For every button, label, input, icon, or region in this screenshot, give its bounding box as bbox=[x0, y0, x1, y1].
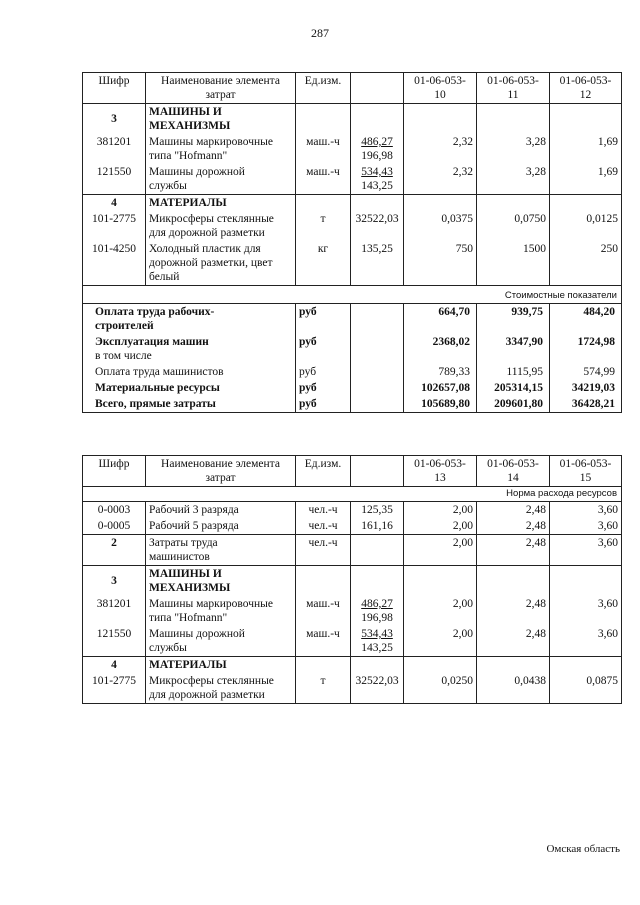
header-price bbox=[351, 456, 404, 487]
header-name: Наименование элемента затрат bbox=[146, 73, 296, 104]
cost-row-labor: Оплата труда рабочих- строителей руб 664,70 939,75 484,20 bbox=[83, 304, 622, 335]
header-code: Шифр bbox=[83, 73, 146, 104]
table-header bbox=[83, 456, 622, 487]
cost-row-operators: Оплата труда машинистов руб 789,33 1115,95 574,99 bbox=[83, 364, 622, 380]
header-unit: Ед.изм. bbox=[296, 456, 351, 487]
subheader-cost-indicators: Стоимостные показатели bbox=[83, 286, 622, 304]
table-row: 101-4250 Холодный пластик для дорожной разметки, цвет белый кг 135,25 750 1500 250 bbox=[83, 241, 622, 286]
table-row: 121550 Машины дорожной службы маш.-ч 534,43 143,25 2,00 2,48 3,60 bbox=[83, 626, 622, 657]
section-materials: 4 МАТЕРИАЛЫ bbox=[83, 195, 622, 212]
table-row: 121550 Машины дорожной службы маш.-ч 534,43 143,25 2,32 3,28 1,69 bbox=[83, 164, 622, 195]
header-col-11: 01-06-053- 11 bbox=[477, 73, 550, 104]
table-row: 101-2775 Микросферы стеклянные для дорожной разметки т 32522,03 0,0375 0,0750 0,0125 bbox=[83, 211, 622, 241]
page-number: 287 bbox=[311, 26, 329, 40]
resource-table-1 bbox=[82, 72, 622, 413]
table-row: 0-0003 Рабочий 3 разряда чел.-ч 125,35 2,00 2,48 3,60 bbox=[83, 502, 622, 519]
section-machines: 3 МАШИНЫ И МЕХАНИЗМЫ bbox=[83, 104, 622, 135]
table-row: 2 Затраты труда машинистов чел.-ч 2,00 2,48 3,60 bbox=[83, 535, 622, 566]
cost-row-machines: Эксплуатация машин в том числе руб 2368,02 3347,90 1724,98 bbox=[83, 334, 622, 364]
header-name: Наименование элемента затрат bbox=[146, 456, 296, 487]
table-row: 381201 Машины маркировочные типа "Hofmann" маш.-ч 486,27 196,98 2,32 3,28 1,69 bbox=[83, 134, 622, 164]
header-col-15: 01-06-053- 15 bbox=[550, 456, 622, 487]
table-row: 381201 Машины маркировочные типа "Hofmann" маш.-ч 486,27 196,98 2,00 2,48 3,60 bbox=[83, 596, 622, 626]
section-materials: 4 МАТЕРИАЛЫ bbox=[83, 657, 622, 674]
table-row: 0-0005 Рабочий 5 разряда чел.-ч 161,16 2,00 2,48 3,60 bbox=[83, 518, 622, 535]
cost-row-materials: Материальные ресурсы руб 102657,08 205314,15 34219,03 bbox=[83, 380, 622, 396]
subheader-resource-norms: Норма расхода ресурсов bbox=[83, 487, 622, 502]
header-col-13: 01-06-053- 13 bbox=[404, 456, 477, 487]
section-machines: 3 МАШИНЫ И МЕХАНИЗМЫ bbox=[83, 566, 622, 597]
header-unit: Ед.изм. bbox=[296, 73, 351, 104]
footer-region: Омская область bbox=[546, 843, 620, 855]
header-col-14: 01-06-053- 14 bbox=[477, 456, 550, 487]
header-code: Шифр bbox=[83, 456, 146, 487]
header-col-10: 01-06-053- 10 bbox=[404, 73, 477, 104]
table-row: 101-2775 Микросферы стеклянные для дорожной разметки т 32522,03 0,0250 0,0438 0,0875 bbox=[83, 673, 622, 704]
resource-table-2 bbox=[82, 455, 622, 704]
table-header bbox=[83, 73, 622, 104]
header-col-12: 01-06-053- 12 bbox=[550, 73, 622, 104]
header-price bbox=[351, 73, 404, 104]
cost-row-total: Всего, прямые затраты руб 105689,80 209601,80 36428,21 bbox=[83, 396, 622, 413]
